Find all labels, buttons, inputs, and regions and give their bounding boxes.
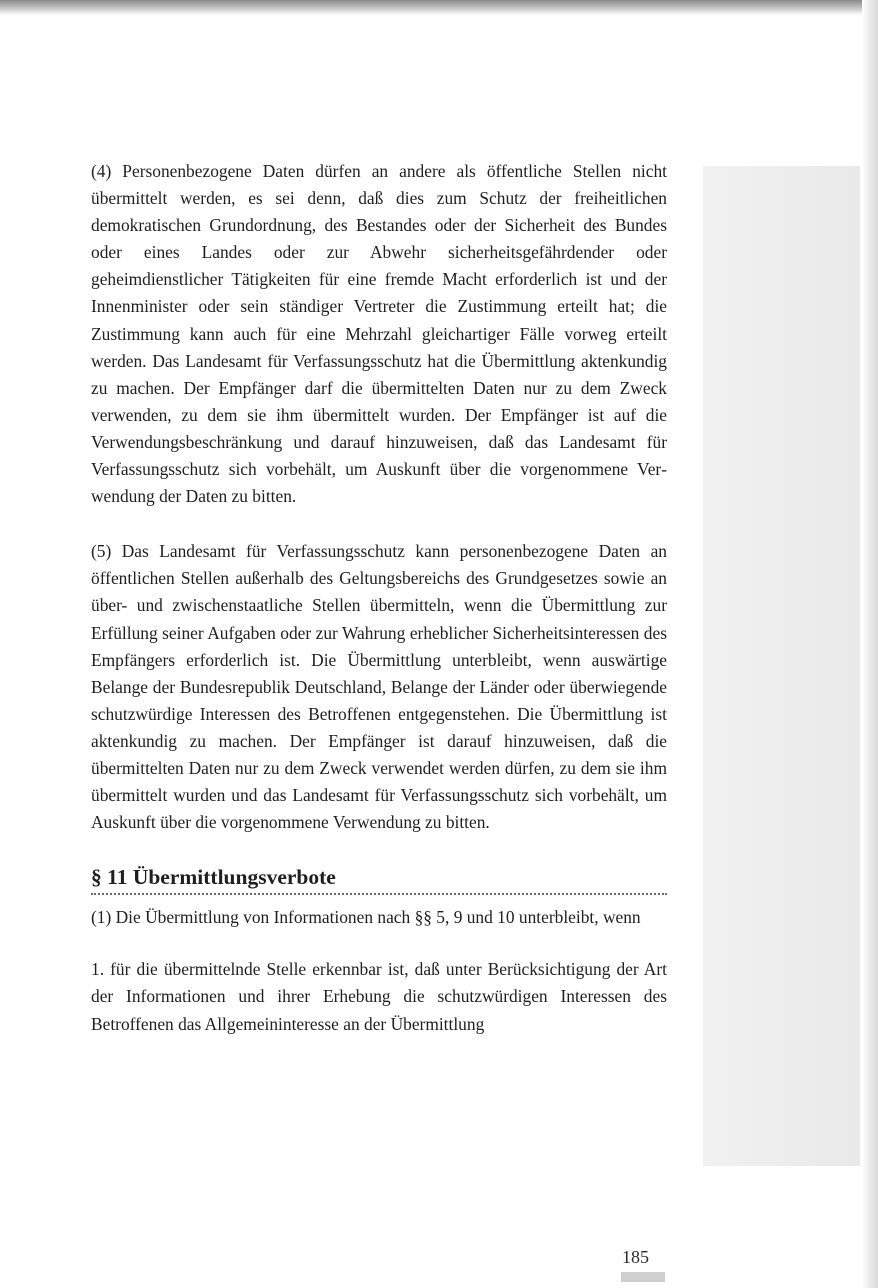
page-edge-shadow xyxy=(862,0,878,1288)
section-11-item-1: 1. für die übermittelnde Stelle erkennbar ist, daß unter Berücksichtigung der Art der Informationen und ihrer Erhebung die schutzwürdigen Interessen des Betroffenen das Allgemeininteresse an der Übermittlung xyxy=(91,959,667,1034)
paragraph-4: (4) Personenbezogene Daten dürfen an andere als öffentliche Stellen nicht übermittelt werden, es sei denn, daß dies zum Schutz der freiheitlichen demokratischen Grundordnung, des Bestandes oder der Sicherheit des Bundes oder eines Landes oder zur Abwehr sicherheitsgefährdender oder geheimdienstlicher Tätigkeiten für eine fremde Macht erforderlich ist und der Innenminister oder sein ständiger Vertreter die Zustimmung erteilt hat; die Zustimmung kann auch für eine Mehrzahl gleichartiger Fälle vorweg erteilt werden. Das Landesamt für Verfassungsschutz hat die Übermittlung aktenkundig zu machen. Der Empfänger darf die übermittelten Daten nur zu dem Zweck verwenden, zu dem sie ihm übermittelt wurden. Der Empfänger ist auf die Verwendungsbeschränkung und darauf hinzuweisen, daß das Landesamt für Verfassungsschutz sich vorbehält, um Auskunft über die vorgenommene Verwendung der Daten zu bitten. xyxy=(91,161,667,507)
page-number: 185 xyxy=(622,1247,649,1267)
page-tab-mark xyxy=(621,1272,665,1282)
paragraph-5: (5) Das Landesamt für Verfassungsschutz kann personenbezogene Daten an öffentlichen Stellen außerhalb des Geltungsbereichs des Grundgesetzes sowie an über- und zwischenstaatliche Stellen übermitteln, wenn die Übermittlung zur Erfüllung seiner Aufgaben oder zur Wahrung erheblicher Sicherheitsinteressen des Empfängers erforderlich ist. Die Übermittlung unterbleibt, wenn auswärtige Belange der Bundesrepublik Deutschland, Belange der Länder oder überwiegende schutzwürdige Interessen des Betroffenen entgegenstehen. Die Übermittlung ist aktenkundig zu machen. Der Empfänger ist darauf hinzuweisen, daß die übermittelten Daten nur zu dem Zweck verwendet werden dürfen, zu dem sie ihm übermittelt wurden und das Landesamt für Verfassungsschutz sich vorbehält, um Auskunft über die vorgenommene Verwendung zu bitten. xyxy=(91,541,667,833)
page-body xyxy=(91,158,667,1038)
section-11-paragraph-1: (1) Die Übermittlung von Informationen nach §§ 5, 9 und 10 unterbleibt, wenn xyxy=(91,907,641,928)
section-heading: § 11 Übermittlungsverbote xyxy=(91,862,667,895)
scan-top-shadow xyxy=(0,0,878,16)
margin-shading xyxy=(703,166,860,1166)
